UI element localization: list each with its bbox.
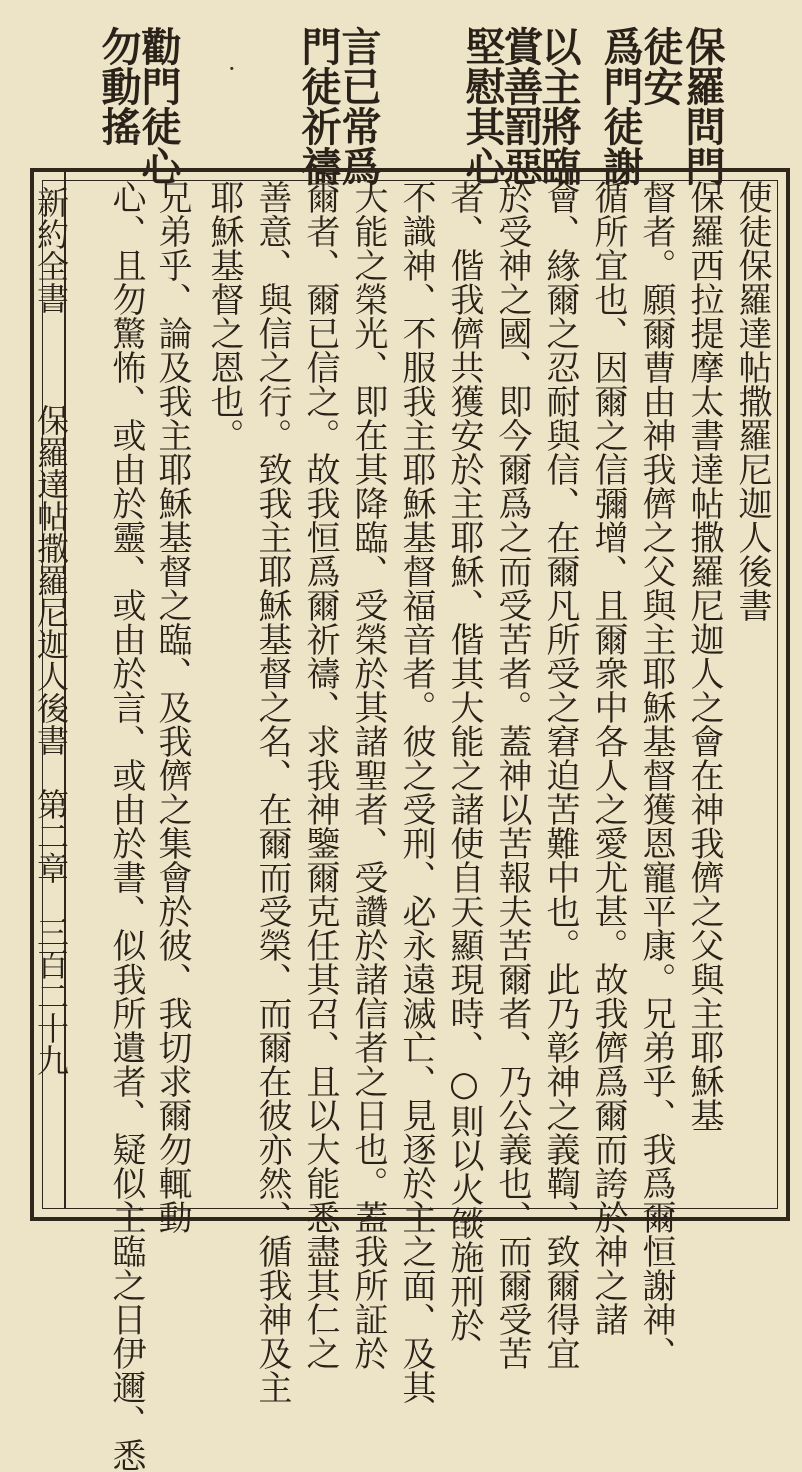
- text-column-11: 耶穌基督之恩也。: [204, 180, 244, 452]
- book-title: 使徒保羅達帖撒羅尼迦人後書: [732, 180, 772, 622]
- text-column-9: 爾者、爾已信之。故我恒爲爾祈禱、求我神鑒爾克任其召、且以大能悉盡其仁之: [300, 180, 340, 1370]
- text-column-6: 者、偕我儕共獲安於主耶穌、偕其大能之諸使自天顯現時、○則以火燄施刑於: [444, 180, 484, 1342]
- margin-heading-2-line-1: 以主將臨: [535, 26, 582, 186]
- text-column-5: 於受神之國、即今爾爲之而受苦者。蓋神以苦報夫苦爾者、乃公義也、而爾受苦: [492, 180, 532, 1370]
- text-column-13: 心、且勿驚怖、或由於靈、或由於言、或由於書、似我所遺者、疑似主臨之日伊邇、悉: [106, 180, 146, 1472]
- text-column-8: 大能之榮光、即在其降臨、受榮於其諸聖者、受讚於諸信者之日也。蓋我所証於: [348, 180, 388, 1370]
- footer-book-name: 新約全書: [32, 186, 70, 314]
- margin-heading-1-line-3: 爲門徒謝: [597, 26, 644, 186]
- text-column-12: 兄弟乎、論及我主耶穌基督之臨、及我儕之集會於彼、我切求爾勿輒動: [152, 180, 192, 1234]
- text-column-10: 善意、與信之行。致我主耶穌基督之名、在爾而受榮、而爾在彼亦然、循我神及主: [252, 180, 292, 1404]
- text-column-1: 保羅西拉提摩太書達帖撒羅尼迦人之會在神我儕之父與主耶穌基: [684, 180, 724, 1132]
- margin-heading-3-line-1: 言已常爲: [335, 26, 382, 186]
- margin-heading-1-line-2: 徒安: [637, 26, 684, 106]
- text-column-7: 不識神、不服我主耶穌基督福音者。彼之受刑、必永遠滅亡、見逐於主之面、及其: [396, 180, 436, 1404]
- margin-heading-2-line-2: 賞善罰惡: [497, 26, 544, 186]
- margin-dot: ·: [228, 55, 236, 83]
- text-column-3: 循所宜也、因爾之信彌增、且爾衆中各人之愛尤甚。故我儕爲爾而誇於神之諸: [588, 180, 628, 1336]
- margin-heading-4-line-2: 勿動搖: [95, 26, 142, 146]
- margin-heading-3-line-2: 門徒祈禱: [295, 26, 342, 186]
- text-column-4: 會、緣爾之忍耐與信、在爾凡所受之窘迫苦難中也。此乃彰神之義鞫、致爾得宜: [540, 180, 580, 1370]
- margin-heading-1: 保羅問門: [679, 26, 726, 186]
- margin-heading-4-line-1: 勸門徒心: [135, 26, 182, 186]
- text-column-2: 督者。願爾曹由神我儕之父與主耶穌基督獲恩寵平康。兄弟乎、我爲爾恒謝神、: [636, 180, 676, 1370]
- footer-running-head: 保羅達帖撒羅尼迦人後書 第二章 三百二十九: [32, 404, 70, 1076]
- margin-heading-2-line-3: 堅慰其心: [459, 26, 506, 186]
